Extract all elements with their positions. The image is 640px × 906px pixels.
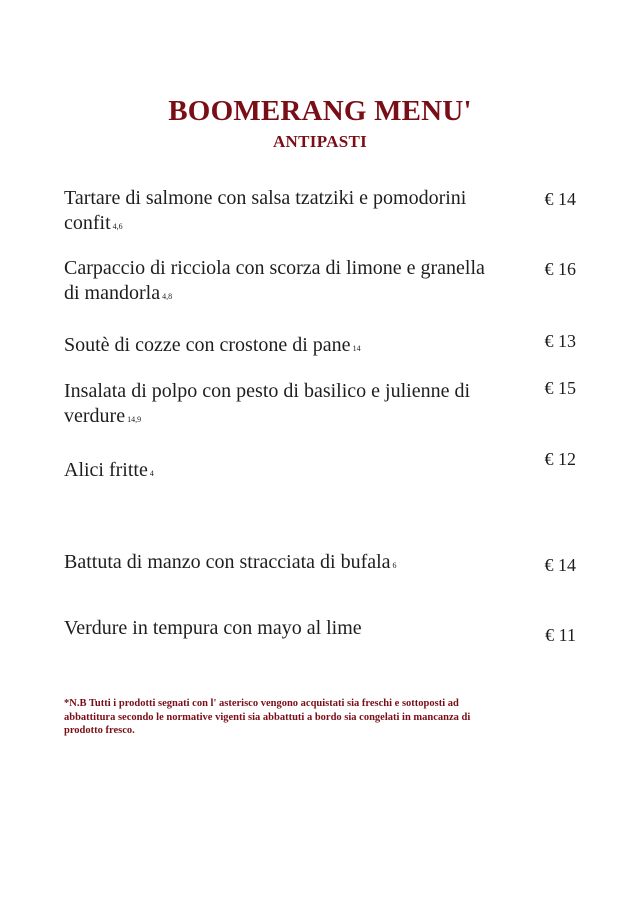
menu-item-label: Carpaccio di ricciola con scorza di limone e granella di mandorla bbox=[64, 257, 485, 304]
menu-item-label: Soutè di cozze con crostone di pane bbox=[64, 334, 351, 356]
menu-item-label: Insalata di polpo con pesto di basilico e julienne di verdure bbox=[64, 380, 471, 427]
menu-item-price: € 13 bbox=[544, 331, 576, 351]
menu-item-price: € 11 bbox=[545, 625, 576, 645]
menu-item-name bbox=[64, 379, 504, 432]
allergen-codes: 6 bbox=[392, 561, 397, 570]
menu-item-label: Tartare di salmone con salsa tzatziki e pomodorini confit bbox=[64, 187, 467, 234]
menu-item-name bbox=[64, 458, 504, 486]
menu-item-name bbox=[64, 186, 504, 239]
menu-item-label: Battuta di manzo con stracciata di bufala bbox=[64, 551, 391, 573]
menu-item-price: € 14 bbox=[544, 189, 576, 209]
footnote: *N.B Tutti i prodotti segnati con l' asterisco vengono acquistati sia freschi e sottoposti ad abbattitura secondo le normative vigenti sia abbattuti a bordo sia congelati in mancanza di prodotto fresco. bbox=[64, 698, 471, 736]
section-title: ANTIPASTI bbox=[272, 132, 368, 151]
menu-item-name bbox=[64, 550, 504, 578]
menu-item-name bbox=[64, 256, 504, 309]
menu-item-name bbox=[64, 333, 504, 361]
menu-item-price: € 16 bbox=[544, 259, 576, 279]
menu-item-price: € 15 bbox=[544, 378, 576, 398]
menu-item-price: € 12 bbox=[544, 449, 576, 469]
allergen-codes: 4,8 bbox=[162, 292, 173, 301]
allergen-codes: 14 bbox=[352, 344, 361, 353]
menu-item-name bbox=[64, 616, 504, 641]
menu-item-price: € 14 bbox=[544, 555, 576, 575]
menu-title: BOOMERANG MENU' bbox=[168, 95, 472, 127]
menu-item-label: Verdure in tempura con mayo al lime bbox=[64, 617, 362, 639]
allergen-codes: 14,9 bbox=[127, 415, 142, 424]
menu-item-label: Alici fritte bbox=[64, 459, 148, 481]
allergen-codes: 4 bbox=[149, 469, 154, 478]
allergen-codes: 4,6 bbox=[112, 222, 123, 231]
